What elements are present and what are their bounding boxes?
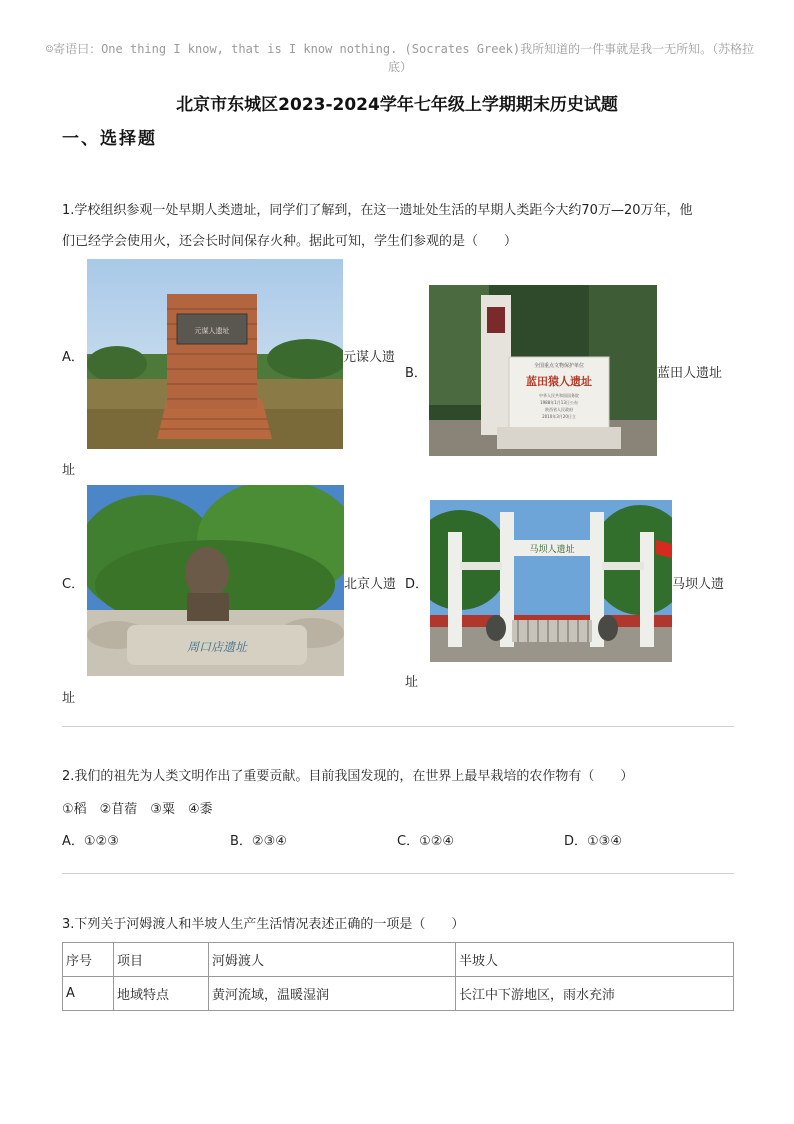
- table-header-cell: 项目: [114, 943, 209, 977]
- option-b-text: 蓝田人遗址: [657, 366, 723, 381]
- option-a-photo: [87, 259, 343, 449]
- table-cell: 地域特点: [114, 977, 209, 1011]
- divider-1: [62, 726, 734, 727]
- option-d-text-wrap: 址: [405, 675, 419, 690]
- table-header-cell: 半坡人: [456, 943, 734, 977]
- question-2-option-d: D．①③④: [564, 834, 622, 849]
- divider-2: [62, 873, 734, 874]
- option-c-letter: C．: [62, 577, 85, 592]
- table-cell: 黄河流域，温暖湿润: [209, 977, 456, 1011]
- option-a-text-wrap: 址: [62, 463, 76, 478]
- table-header-row: [63, 943, 734, 977]
- table-cell: A: [63, 977, 114, 1011]
- option-b-plaque-title: 蓝田猿人遗址: [526, 375, 592, 388]
- table-header-cell: 序号: [63, 943, 114, 977]
- option-b-photo: [429, 285, 657, 456]
- question-2-items: ①稻 ②苜蓿 ③粟 ④黍: [62, 802, 213, 817]
- option-d-photo: [430, 500, 672, 662]
- option-a-text: 元谋人遗: [343, 350, 396, 365]
- option-b-plaque-line1: 中华人民共和国国务院: [539, 393, 579, 398]
- motto-header: ☺寄语曰：One thing I know, that is I know nothing. (Socrates Greek)我所知道的一件事就是我一无所知。（苏格拉底）: [45, 42, 755, 74]
- question-2-stem: 2.我们的祖先为人类文明作出了重要贡献。目前我国发现的，在世界上最早栽培的农作物有（ ）: [62, 769, 634, 784]
- option-b-plaque-top: 全国重点文物保护单位: [533, 363, 585, 369]
- question-1-stem-line2: 们已经学会使用火，还会长时间保存火种。据此可知，学生们参观的是（ ）: [62, 234, 518, 249]
- option-b-plaque-line2: 1988年1月13日公布: [540, 400, 578, 405]
- option-c-text: 北京人遗: [344, 577, 397, 592]
- page-title: 北京市东城区2023-2024学年七年级上学期期末历史试题: [176, 95, 618, 115]
- question-2-option-c: C．①②④: [397, 834, 455, 849]
- option-b-letter: B．: [405, 366, 427, 381]
- option-c-text-wrap: 址: [62, 691, 76, 706]
- table-row: [63, 977, 734, 1011]
- table-cell: 长江中下游地区，雨水充沛: [456, 977, 734, 1011]
- question-1-stem-line1: 1.学校组织参观一处早期人类遗址，同学们了解到，在这一遗址处生活的早期人类距今大约70万—20万年，他: [62, 203, 693, 218]
- option-b-plaque-line4: 2010年3月20日立: [542, 414, 576, 419]
- table-header-cell: 河姆渡人: [209, 943, 456, 977]
- option-a-plaque-text: 元谋人遗址: [194, 327, 230, 335]
- question-3-stem: 3.下列关于河姆渡人和半坡人生产生活情况表述正确的一项是（ ）: [62, 917, 465, 932]
- option-a-letter: A．: [62, 350, 84, 365]
- question-3-table: [62, 942, 734, 1011]
- option-d-text: 马坝人遗: [672, 577, 725, 592]
- question-2-option-b: B．②③④: [230, 834, 287, 849]
- question-2-option-a: A．①②③: [62, 834, 119, 849]
- option-b-plaque-line3: 陕西省人民政府: [545, 407, 573, 412]
- option-d-letter: D．: [405, 577, 429, 592]
- option-d-arch-text: 马坝人遗址: [529, 545, 575, 555]
- section-heading: 一、选择题: [62, 129, 157, 149]
- option-c-photo: [87, 485, 344, 676]
- option-c-stone-text: 周口店遗址: [186, 640, 248, 654]
